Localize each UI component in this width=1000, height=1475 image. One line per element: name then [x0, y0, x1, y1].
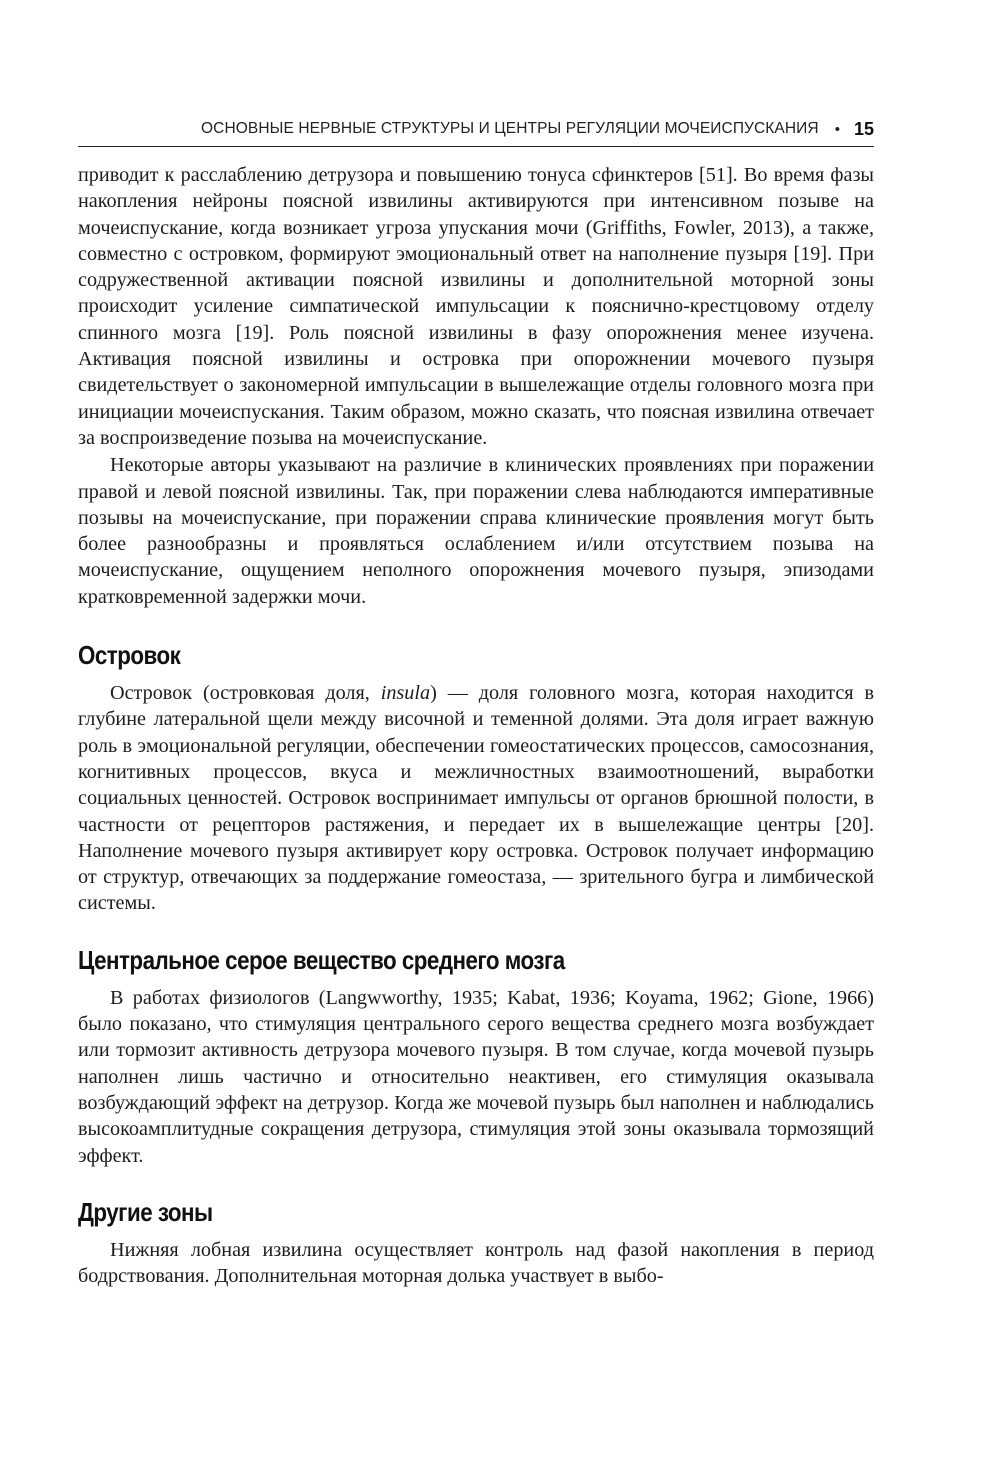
paragraph-continuation: приводит к расслаблению детрузора и повышению тонуса сфинктеров [51]. Во время фазы накопления нейроны поясной извилины активируются при интенсивном позыве на мочеиспускание, когда возникает угроза упускания мочи (Griffiths, Fowler, 2013), а также, совместно с островком, формируют эмоциональный ответ на наполнение пузыря [19]. При содружественной активации поясной извилины и дополнительной моторной зоны происходит усиление симпатической импульсации к пояснично-крестцовому отделу спинного мозга [19]. Роль поясной извилины в фазу опорожнения менее изучена. Активация поясной извилины и островка при опорожнении мочевого пузыря свидетельствует о закономерной импульсации в вышележащие отделы головного мозга при инициации мочеиспускания. Таким образом, можно сказать, что поясная извилина отвечает за воспроизведение позыва на мочеиспускание.	[78, 164, 874, 449]
ostrovok-latin-term: insula	[380, 682, 431, 705]
running-header-title: ОСНОВНЫЕ НЕРВНЫЕ СТРУКТУРЫ И ЦЕНТРЫ РЕГУЛЯЦИИ МОЧЕИСПУСКАНИЯ	[201, 120, 819, 137]
heading-central-gray-matter: Центральное серое вещество среднего мозга	[78, 944, 565, 975]
ostrovok-text-start: Островок (островковая доля,	[110, 682, 381, 705]
paragraph-lateralization: Некоторые авторы указывают на различие в клинических проявлениях при поражении правой и левой поясной извилины. Так, при поражении слева наблюдаются императивные позывы на мочеиспускание, при поражении справа клинические проявления могут быть более разнообразны и проявляться ослаблением и/или отсутствием позыва на мочеиспускание, ощущением неполного опорожнения мочевого пузыря, эпизодами кратковременной задержки мочи.	[78, 454, 874, 608]
page-number: 15	[853, 118, 874, 139]
page-body	[78, 162, 874, 1289]
heading-other-zones: Другие зоны	[78, 1196, 213, 1227]
paragraph-other-zones: Нижняя лобная извилина осуществляет контроль над фазой накопления в период бодрствования. Дополнительная моторная долька участвует в выбо-	[78, 1238, 874, 1288]
paragraph-central-gray-matter: В работах физиологов (Langwworthy, 1935; Kabat, 1936; Koyama, 1962; Gione, 1966) было показано, что стимуляция центрального серого вещества среднего мозга возбуждает или тормозит активность детрузора мочевого пузыря. В том случае, когда мочевой пузырь наполнен лишь частично и относительно неактивен, его стимуляция оказывала возбуждающий эффект на детрузор. Когда же мочевой пузырь был наполнен и наблюдались высокоамплитудные сокращения детрузора, стимуляция этой зоны оказывала тормозящий эффект.	[78, 986, 874, 1167]
paragraph-ostrovok	[78, 680, 874, 917]
heading-ostrovok: Островок	[78, 640, 181, 671]
bullet-separator: •	[834, 120, 840, 138]
running-header	[78, 112, 874, 147]
ostrovok-text-end: ) — доля головного мозга, которая находится в глубине латеральной щели между височной и теменной долями. Эта доля играет важную роль в эмоциональной регуляции, обеспечении гомеостатических процессов, самосознания, когнитивных процессов, вкуса и межличностных взаимоотношений, выработки социальных ценностей. Островок воспринимает импульсы от органов брюшной полости, в частности от рецепторов растяжения, и передает их в вышележащие центры [20]. Наполнение мочевого пузыря активирует кору островка. Островок получает информацию от структур, отвечающих за поддержание гомеостаза, — зрительного бугра и лимбической системы.	[78, 682, 874, 915]
